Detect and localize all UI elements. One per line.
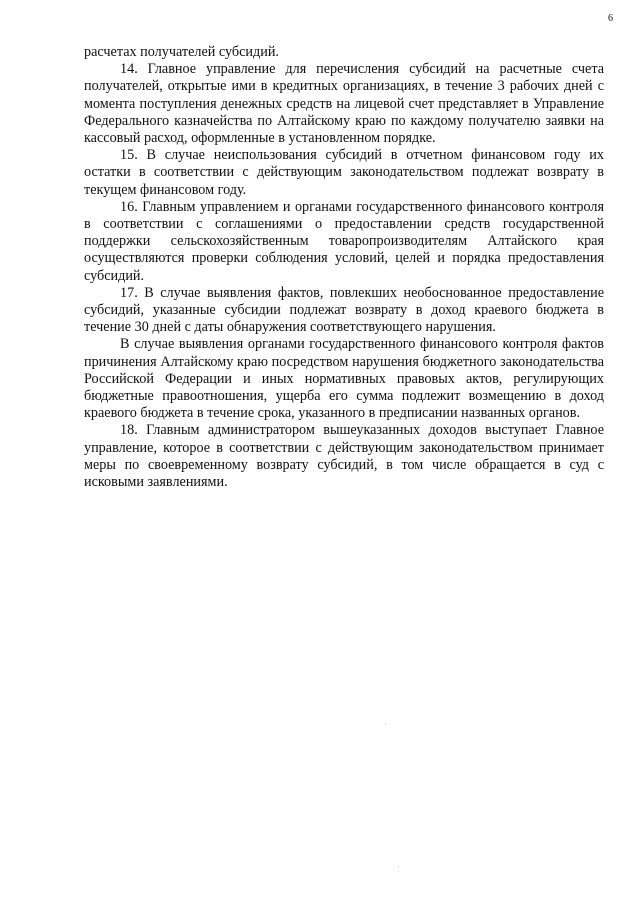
paragraph-15: 15. В случае неиспользования субсидий в отчетном финансовом году их остатки в соответствии с действующим законодательством подлежат возврату в текущем финансовом году. xyxy=(84,147,604,198)
paragraph-18: 18. Главным администратором вышеуказанных доходов выступает Главное управление, которое в соответствии с действующим законодательством принимает меры по своевременному возврату субсидий, в том числе обращается в суд с исковыми заявлениями. xyxy=(84,422,604,491)
paragraph-16: 16. Главным управлением и органами государственного финансового контроля в соответствии с соглашениями о предоставлении средств государственной поддержки сельскохозяйственным товаропроизводителям Алтайского края осуществляются проверки соблюдения условий, целей и порядка предоставления субсидий. xyxy=(84,198,604,284)
paragraph-17-continued: В случае выявления органами государственного финансового контроля фактов причинения Алтайскому краю посредством нарушения бюджетного законодательства Российской Федерации и иных нормативных правовых актов, регулирующих бюджетные правоотношения, ущерба его сумма подлежит возмещению в доход краевого бюджета в течение срока, указанного в предписании названных органов. xyxy=(84,336,604,422)
paragraph-14: 14. Главное управление для перечисления субсидий на расчетные счета получателей, открытые ими в кредитных организациях, в течение 3 рабочих дней с момента поступления денежных средств на лицевой счет представляет в Управление Федерального казначейства по Алтайскому краю по каждому получателю заявки на кассовый расход, оформленные в установленном порядке. xyxy=(84,61,604,147)
page-number: 6 xyxy=(608,13,613,24)
scan-speck xyxy=(385,724,386,725)
document-body xyxy=(84,44,604,491)
paragraph-17: 17. В случае выявления фактов, повлекших необоснованное предоставление субсидий, указанные субсидии подлежат возврату в доход краевого бюджета в течение 30 дней с даты обнаружения соответствующего нарушения. xyxy=(84,284,604,336)
scan-speck xyxy=(398,866,399,867)
paragraph-continuation: расчетах получателей субсидий. xyxy=(84,44,279,60)
